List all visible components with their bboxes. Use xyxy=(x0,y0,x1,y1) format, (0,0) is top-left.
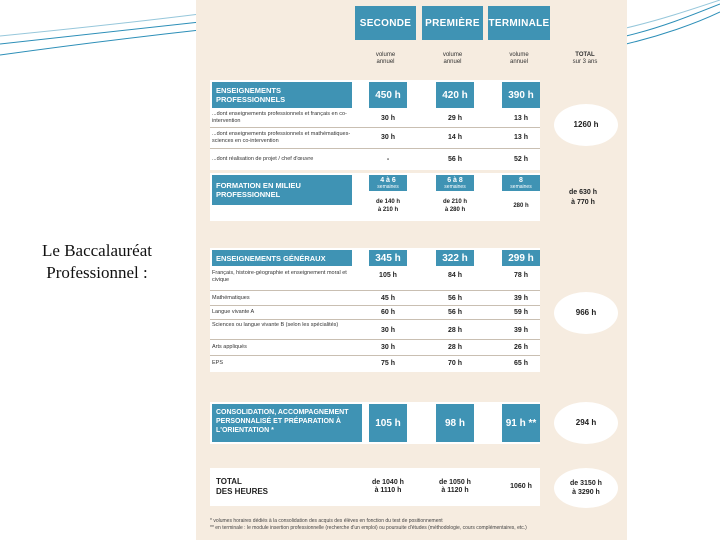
pro-row-label: ...dont enseignements professionnels et français en co-intervention xyxy=(212,111,347,124)
total-header-line: sur 3 ans xyxy=(572,59,598,65)
footnote-2: ** en terminale : le module insertion professionnelle (recherche d'un emploi) ou poursuite d'études (méthodologie, cours complémentaires, etc.) xyxy=(210,525,527,531)
deco-line-right-2 xyxy=(626,12,720,44)
column-subheader-terminale xyxy=(488,52,550,66)
pro-row-value: 56 h xyxy=(447,155,462,163)
gen-row-value: 70 h xyxy=(447,359,462,367)
pro-value-premiere: 420 h xyxy=(436,82,474,108)
pfmp-weeks-number: 8 xyxy=(519,176,523,184)
footnote-1: * volumes horaires dédiés à la consolidation des acquis des élèves en fonction du test de positionnement xyxy=(210,518,443,524)
gen-row-value: 30 h xyxy=(380,343,395,351)
section-gen-title: ENSEIGNEMENTS GÉNÉRAUX xyxy=(212,250,352,266)
gen-row-value: 28 h xyxy=(447,343,462,351)
gen-row-value: 84 h xyxy=(447,271,462,279)
slide-title xyxy=(12,240,182,284)
gen-row-value: 78 h xyxy=(513,271,528,279)
grand-total-3-years xyxy=(554,468,618,508)
grand-total-line: à 1110 h xyxy=(374,487,402,494)
column-header-seconde: SECONDE xyxy=(355,6,416,40)
pfmp-hours-line: de 210 h xyxy=(442,199,467,205)
gen-value-premiere: 322 h xyxy=(436,250,474,266)
gen-row-value: 75 h xyxy=(380,359,395,367)
pfmp-total-line: à 770 h xyxy=(571,199,595,206)
pro-total: 1260 h xyxy=(554,104,618,146)
deco-line-left-2 xyxy=(0,30,200,55)
slide-title-line-1: Le Baccalauréat xyxy=(42,241,152,260)
gen-row-value: 60 h xyxy=(380,308,395,316)
conso-value-premiere: 98 h xyxy=(436,404,474,442)
total-header-line: TOTAL xyxy=(575,52,595,58)
grand-total-title-line: DES HEURES xyxy=(216,487,269,496)
column-subheader-total xyxy=(562,52,608,66)
gen-row-label: Français, histoire-géographie et enseignement moral et civique xyxy=(212,270,347,283)
grand-total-title xyxy=(212,470,362,504)
pfmp-hours-line: à 280 h xyxy=(444,207,466,213)
slide-title-line-2: Professionnel : xyxy=(46,263,148,282)
grand-total-seconde xyxy=(366,472,410,502)
gen-row-value: 59 h xyxy=(513,308,528,316)
gen-row-value: 105 h xyxy=(379,271,397,279)
pro-value-seconde: 450 h xyxy=(369,82,407,108)
timetable-document xyxy=(196,0,627,540)
gen-total: 966 h xyxy=(554,292,618,334)
grand-total-line: à 1120 h xyxy=(441,487,469,494)
subheader-line: volume xyxy=(375,52,396,58)
grand-total-title-line: TOTAL xyxy=(216,477,242,486)
row-divider xyxy=(210,148,540,149)
gen-row-label: Arts appliqués xyxy=(212,344,247,350)
pfmp-hours-seconde xyxy=(369,193,407,219)
pfmp-hours-line: de 140 h xyxy=(375,199,400,205)
pfmp-total-line: de 630 h xyxy=(568,189,597,196)
column-subheader-seconde xyxy=(355,52,416,66)
grand-total-line: 1060 h xyxy=(510,483,532,490)
gen-value-terminale: 299 h xyxy=(502,250,540,266)
pro-row-value: 30 h xyxy=(380,133,395,141)
gen-row-value: 56 h xyxy=(447,308,462,316)
pfmp-total xyxy=(558,184,608,212)
gen-row-label: Mathématiques xyxy=(212,295,250,301)
gen-row-value: 65 h xyxy=(513,359,528,367)
deco-line-right-3 xyxy=(626,0,720,28)
subheader-line: volume xyxy=(509,52,529,58)
pro-row-value: 13 h xyxy=(513,114,528,122)
column-header-terminale: TERMINALE xyxy=(488,6,550,40)
section-conso-title: CONSOLIDATION, ACCOMPAGNEMENT PERSONNALISÉ ET PRÉPARATION À L'ORIENTATION * xyxy=(212,404,362,442)
column-header-premiere: PREMIÈRE xyxy=(422,6,483,40)
gen-row-value: 56 h xyxy=(447,294,462,302)
gen-row-label: Sciences ou langue vivante B (selon les spécialités) xyxy=(212,322,339,328)
pro-value-terminale: 390 h xyxy=(502,82,540,108)
pro-row-value: 29 h xyxy=(447,114,462,122)
pro-row-value: 13 h xyxy=(513,133,528,141)
grand-total-line: de 1050 h xyxy=(439,479,471,486)
deco-line-right-1 xyxy=(626,4,720,36)
section-pro-title: ENSEIGNEMENTS PROFESSIONNELS xyxy=(212,82,352,108)
gen-row-value: 30 h xyxy=(380,326,395,334)
gen-row-value: 28 h xyxy=(447,326,462,334)
deco-line-left-3 xyxy=(0,14,200,36)
pfmp-hours-premiere xyxy=(436,193,474,219)
pro-row-value: 52 h xyxy=(513,155,528,163)
conso-value-terminale: 91 h ** xyxy=(502,404,540,442)
grand-total-premiere xyxy=(433,472,477,502)
pfmp-weeks-number: 6 à 8 xyxy=(447,176,463,184)
column-subheader-premiere xyxy=(422,52,483,66)
grand-total-terminale xyxy=(499,472,543,502)
pro-row-label: ...dont enseignements professionnels et mathématiques-sciences en co-intervention xyxy=(212,131,351,144)
pfmp-weeks-unit: semaines xyxy=(377,183,399,190)
gen-row-label: Langue vivante A xyxy=(212,309,255,315)
pfmp-weeks-number: 4 à 6 xyxy=(380,176,396,184)
pfmp-weeks-unit: semaines xyxy=(444,183,466,190)
pro-row-value: 14 h xyxy=(447,133,462,141)
conso-total: 294 h xyxy=(554,402,618,444)
grand-total-3-years-line: de 3150 h xyxy=(570,480,602,487)
subheader-line: volume xyxy=(442,52,463,58)
gen-value-seconde: 345 h xyxy=(369,250,407,266)
row-divider xyxy=(210,319,540,320)
pro-row-value: 30 h xyxy=(380,114,395,122)
grand-total-line: de 1040 h xyxy=(372,479,404,486)
pfmp-weeks-terminale xyxy=(502,175,540,191)
conso-value-seconde: 105 h xyxy=(369,404,407,442)
gen-row-value: 39 h xyxy=(513,294,528,302)
grand-total-3-years-line: à 3290 h xyxy=(572,489,600,496)
pfmp-hours-line: à 210 h xyxy=(377,207,399,213)
gen-row-label: EPS xyxy=(212,360,224,366)
subheader-line: annuel xyxy=(376,59,395,65)
pfmp-weeks-unit: semaines xyxy=(510,183,532,190)
pro-row-label: ...dont réalisation de projet / chef d'œuvre xyxy=(212,156,314,162)
subheader-line: annuel xyxy=(443,59,462,65)
pfmp-hours-line: 280 h xyxy=(513,203,529,209)
subheader-line: annuel xyxy=(509,59,529,65)
section-pfmp-title: FORMATION EN MILIEU PROFESSIONNEL xyxy=(212,175,352,205)
pfmp-weeks-premiere xyxy=(436,175,474,191)
pro-row-value: - xyxy=(386,155,390,163)
gen-row-value: 26 h xyxy=(513,343,528,351)
pfmp-weeks-seconde xyxy=(369,175,407,191)
deco-line-left-1 xyxy=(0,22,200,44)
pfmp-hours-terminale xyxy=(502,193,540,219)
gen-row-value: 45 h xyxy=(380,294,395,302)
gen-row-value: 39 h xyxy=(513,326,528,334)
